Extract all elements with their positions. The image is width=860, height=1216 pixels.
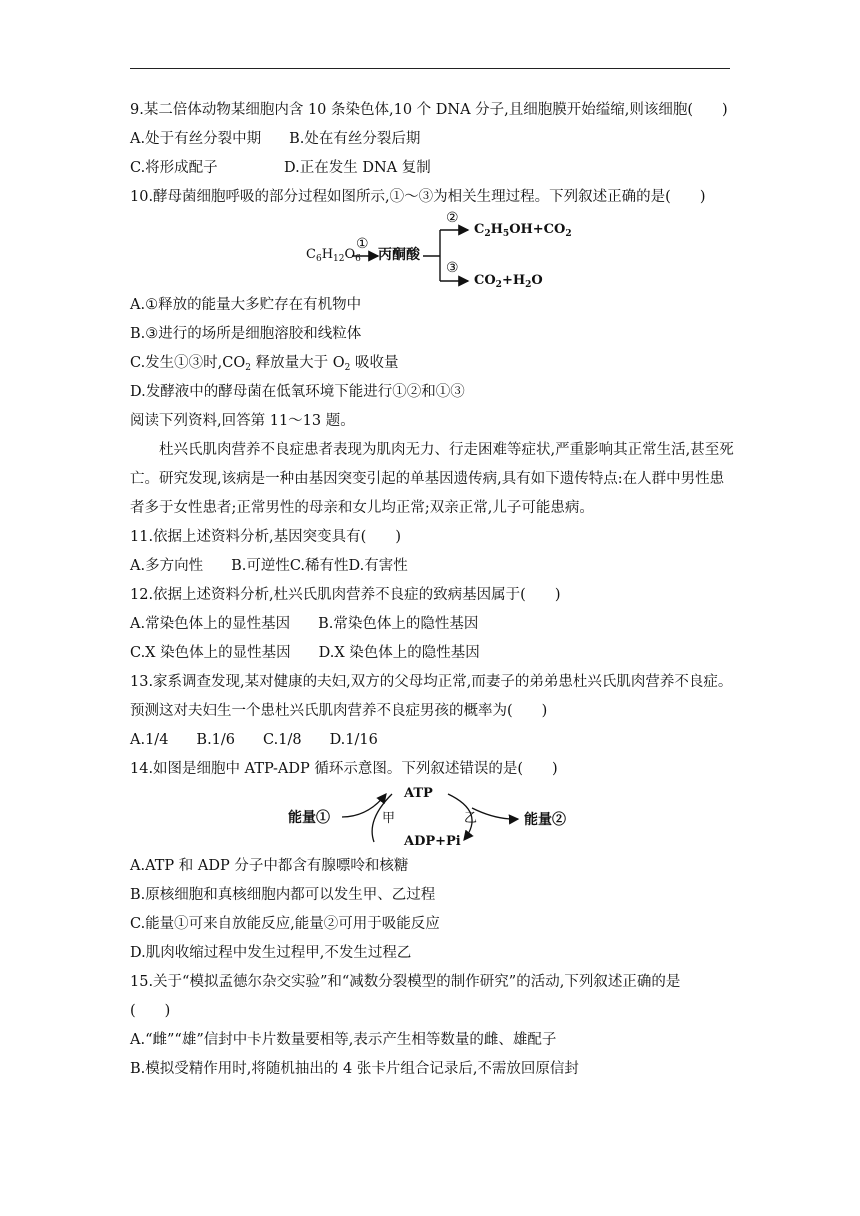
q10-option-b[interactable]: B.③进行的场所是细胞溶胶和线粒体 bbox=[130, 326, 362, 342]
q14-option-c[interactable]: C.能量①可来自放能反应,能量②可用于吸能反应 bbox=[130, 916, 440, 932]
adp-label: ADP+Pi bbox=[404, 834, 461, 849]
q11-options bbox=[130, 552, 735, 581]
step3-label: ③ bbox=[446, 260, 459, 276]
jia-arrow-left bbox=[342, 794, 386, 817]
q13-option-a[interactable]: A.1/4 bbox=[130, 732, 169, 748]
q12-options-row1 bbox=[130, 610, 735, 639]
q9-stem: 9.某二倍体动物某细胞内含 10 条染色体,10 个 DNA 分子,且细胞膜开始缢缩,则该细胞( ) bbox=[130, 102, 728, 118]
q13-option-b[interactable]: B.1/6 bbox=[196, 732, 236, 748]
q15-answer-paren: ( ) bbox=[130, 1003, 171, 1019]
energy2-label: 能量② bbox=[524, 812, 566, 828]
respiration-diagram-lines bbox=[130, 212, 735, 290]
q13-option-c[interactable]: C.1/8 bbox=[263, 732, 302, 748]
q12-option-a[interactable]: A.常染色体上的显性基因 bbox=[130, 616, 291, 632]
reading-passage: 杜兴氏肌肉营养不良症患者表现为肌肉无力、行走困难等症状,严重影响其正常生活,甚至死亡。研究发现,该病是一种由基因突变引起的单基因遗传病,具有如下遗传特点:在人群中男性患者多于女性患者;正常男性的母亲和女儿均正常;双亲正常,儿子可能患病。 bbox=[130, 442, 734, 516]
q12-option-c[interactable]: C.X 染色体上的显性基因 bbox=[130, 645, 291, 661]
q9-option-b[interactable]: B.处在有丝分裂后期 bbox=[289, 131, 421, 147]
q9-option-c[interactable]: C.将形成配子 bbox=[130, 160, 218, 176]
step2-label: ② bbox=[446, 210, 459, 226]
q15-option-b[interactable]: B.模拟受精作用时,将随机抽出的 4 张卡片组合记录后,不需放回原信封 bbox=[130, 1061, 579, 1077]
q10-stem: 10.酵母菌细胞呼吸的部分过程如图所示,①～③为相关生理过程。下列叙述正确的是( ) bbox=[130, 189, 706, 205]
atp-label: ATP bbox=[404, 786, 433, 801]
yi-energy-arrow bbox=[472, 808, 518, 819]
q14-option-b[interactable]: B.原核细胞和真核细胞内都可以发生甲、乙过程 bbox=[130, 887, 436, 903]
jia-label: 甲 bbox=[382, 811, 396, 826]
ethanol-product-label: $C_2H_5OH+CO_2$ bbox=[474, 222, 572, 239]
q11-option-b[interactable]: B.可逆性 bbox=[231, 558, 290, 574]
q15-stem: 15.关于“模拟孟德尔杂交实验”和“减数分裂模型的制作研究”的活动,下列叙述正确的是 bbox=[130, 974, 681, 990]
energy1-label: 能量① bbox=[288, 810, 330, 826]
aerobic-product-label: $CO_2+H_2O$ bbox=[474, 273, 543, 290]
pyruvate-label: 丙酮酸 bbox=[378, 247, 420, 263]
q11-option-c[interactable]: C.稀有性 bbox=[289, 558, 349, 574]
header-rule bbox=[130, 68, 730, 69]
q14-stem: 14.如图是细胞中 ATP-ADP 循环示意图。下列叙述错误的是( ) bbox=[130, 761, 558, 777]
q10-option-d[interactable]: D.发酵液中的酵母菌在低氧环境下能进行①②和①③ bbox=[130, 384, 465, 400]
q9-option-a[interactable]: A.处于有丝分裂中期 bbox=[130, 131, 262, 147]
respiration-diagram bbox=[130, 210, 735, 290]
q14-option-a[interactable]: A.ATP 和 ADP 分子中都含有腺嘌呤和核糖 bbox=[130, 858, 409, 874]
q11-stem: 11.依据上述资料分析,基因突变具有( ) bbox=[130, 529, 401, 545]
q12-options-row2 bbox=[130, 639, 735, 668]
q10-option-a[interactable]: A.①释放的能量大多贮存在有机物中 bbox=[130, 297, 362, 313]
step1-label: ① bbox=[356, 236, 369, 252]
q11-option-a[interactable]: A.多方向性 bbox=[130, 558, 204, 574]
reading-intro: 阅读下列资料,回答第 11～13 题。 bbox=[130, 413, 355, 429]
q13-option-d[interactable]: D.1/16 bbox=[329, 732, 378, 748]
q10-option-c[interactable]: C.发生①③时$,CO_2$ 释放量大于 $O_2$ 吸收量 bbox=[130, 355, 399, 373]
glucose-label: $C_6H_{12}O_6$ bbox=[306, 247, 361, 264]
q13-stem: 13.家系调查发现,某对健康的夫妇,双方的父母均正常,而妻子的弟弟患杜兴氏肌肉营养不良症。预测这对夫妇生一个患杜兴氏肌肉营养不良症男孩的概率为( ) bbox=[130, 674, 733, 719]
q12-option-b[interactable]: B.常染色体上的隐性基因 bbox=[318, 616, 479, 632]
exam-content bbox=[130, 96, 735, 1084]
q13-options bbox=[130, 726, 735, 755]
q14-option-d[interactable]: D.肌肉收缩过程中发生过程甲,不发生过程乙 bbox=[130, 945, 412, 961]
yi-label: 乙 bbox=[464, 811, 478, 826]
q15-option-a[interactable]: A.“雌”“雄”信封中卡片数量要相等,表示产生相等数量的雌、雄配子 bbox=[130, 1032, 557, 1048]
q12-option-d[interactable]: D.X 染色体上的隐性基因 bbox=[318, 645, 480, 661]
q12-stem: 12.依据上述资料分析,杜兴氏肌肉营养不良症的致病基因属于( ) bbox=[130, 587, 561, 603]
q9-options-row1 bbox=[130, 125, 735, 154]
q9-option-d[interactable]: D.正在发生 DNA 复制 bbox=[284, 160, 431, 176]
q9-options-row2 bbox=[130, 154, 735, 183]
q11-option-d[interactable]: D.有害性 bbox=[348, 558, 408, 574]
atp-adp-cycle-diagram bbox=[130, 784, 735, 852]
